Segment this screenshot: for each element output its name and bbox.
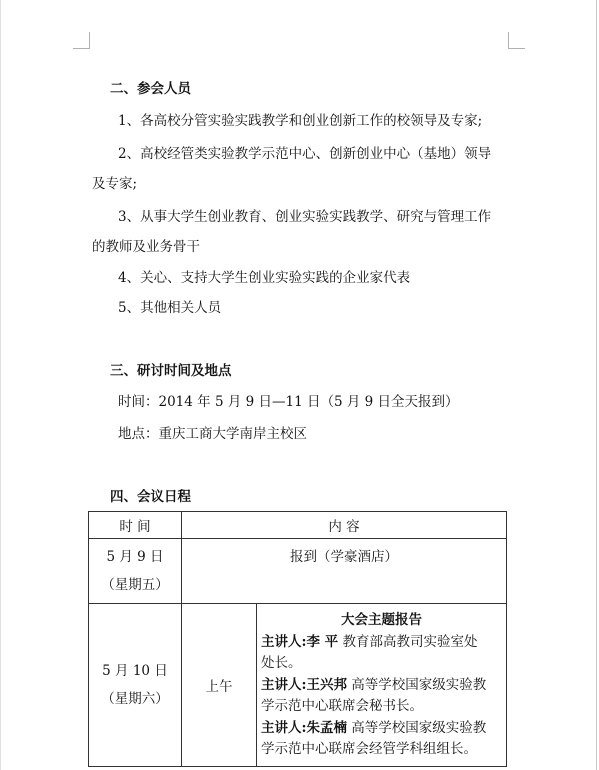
- speaker-1-name: 李 平: [306, 633, 339, 650]
- day2-weekday: （星期六）: [101, 691, 169, 707]
- agenda-header-row: [89, 512, 507, 539]
- section-heading-time-place: 三、研讨时间及地点: [110, 363, 232, 379]
- speaker-3-title-cont: 学示范中心联席会经管学科组组长。: [261, 741, 477, 757]
- section-heading-agenda: 四、会议日程: [110, 489, 191, 505]
- attendee-item-4: 4、关心、支持大学生创业实验实践的企业家代表: [118, 270, 411, 286]
- header-content: 内 容: [182, 512, 507, 539]
- day2-period-cell: [182, 604, 257, 767]
- day2-date: 5 月 10 日: [102, 663, 168, 679]
- speaker-3-name: 朱孟楠: [306, 719, 347, 736]
- agenda-row-day1: [89, 539, 507, 604]
- day1-date-cell: [89, 539, 182, 604]
- attendee-item-5: 5、其他相关人员: [118, 300, 222, 316]
- day1-date: 5 月 9 日: [106, 549, 164, 565]
- attendee-item-2-cont: 及专家;: [92, 176, 138, 192]
- attendee-item-3-cont: 的教师及业务骨干: [92, 239, 200, 255]
- page-corner-mark-left: [73, 32, 90, 49]
- day1-content: 报到（学豪酒店）: [290, 549, 398, 565]
- day2-date-cell: [89, 604, 182, 767]
- keynote-title: 大会主题报告: [341, 612, 422, 628]
- section-heading-attendees: 二、参会人员: [110, 81, 191, 97]
- attendee-item-1: 1、各高校分管实验实践教学和创业创新工作的校领导及专家;: [118, 113, 483, 129]
- meeting-place: 地点：重庆工商大学南岸主校区: [118, 426, 307, 442]
- keynote-cell: [257, 604, 507, 767]
- speaker-3: 主讲人:朱孟楠 高等学校国家级实验教: [261, 719, 487, 736]
- speaker-2-title-cont: 学示范中心联席会秘书长。: [261, 698, 423, 714]
- attendee-item-2: 2、高校经管类实验教学示范中心、创新创业中心（基地）领导: [118, 146, 492, 162]
- day2-period: 上午: [205, 679, 233, 695]
- day1-content-cell: [182, 539, 507, 604]
- speaker-2-name: 王兴邦: [306, 676, 347, 693]
- page-corner-mark-right: [508, 32, 525, 49]
- agenda-row-day2: [89, 604, 507, 767]
- speaker-1-title-cont: 处长。: [261, 655, 302, 671]
- attendee-item-3: 3、从事大学生创业教育、创业实验实践教学、研究与管理工作: [118, 209, 492, 225]
- meeting-time: 时间：2014 年 5 月 9 日—11 日（5 月 9 日全天报到）: [118, 394, 459, 410]
- header-time: 时 间: [89, 512, 182, 539]
- agenda-table: [88, 511, 507, 767]
- speaker-2: 主讲人:王兴邦 高等学校国家级实验教: [261, 676, 487, 693]
- day1-weekday: （星期五）: [101, 577, 169, 593]
- speaker-1: 主讲人:李 平 教育部高教司实验室处: [261, 633, 478, 650]
